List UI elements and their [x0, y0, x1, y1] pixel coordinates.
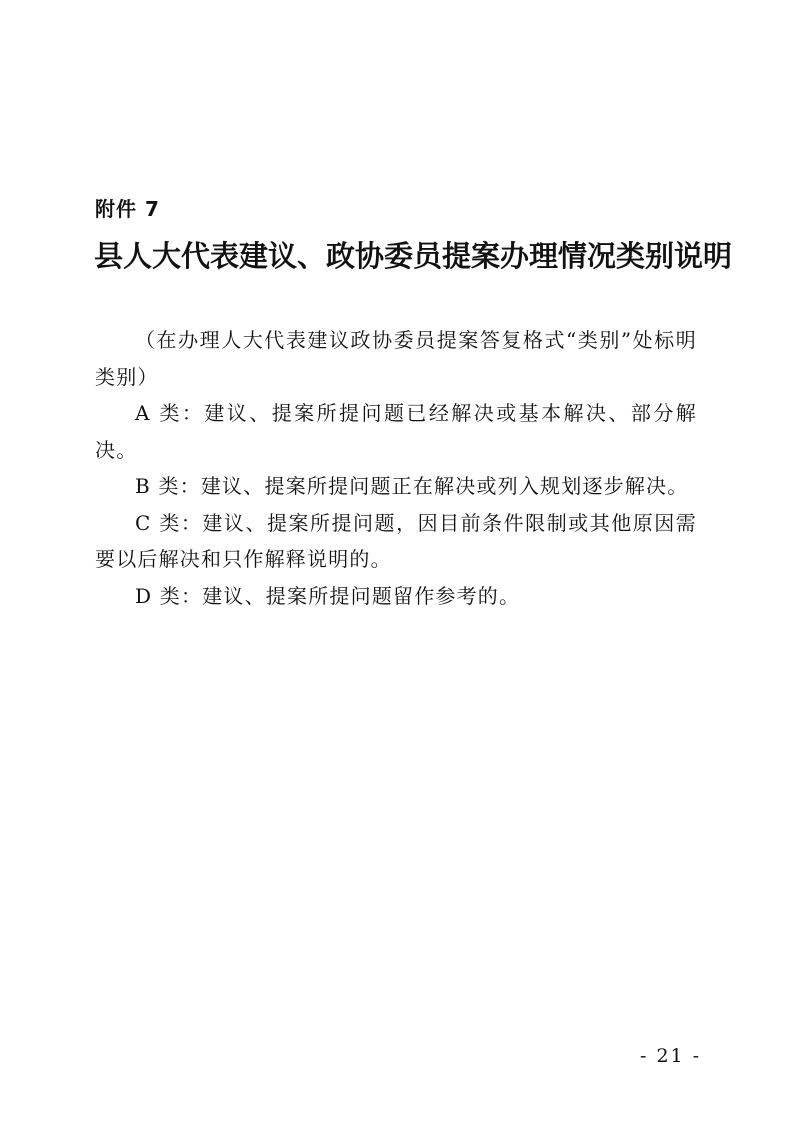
category-note-paragraph: （在办理人大代表建议政协委员提案答复格式“类别”处标明类别）: [95, 328, 697, 389]
attachment-label: 附件 7: [95, 197, 160, 221]
category-b-paragraph: B 类：建议、提案所提问题正在解决或列入规划逐步解决。: [135, 474, 689, 498]
document-title: 县人大代表建议、政协委员提案办理情况类别说明: [94, 239, 733, 273]
document-body: [95, 322, 697, 614]
category-d-paragraph: D 类：建议、提案所提问题留作参考的。: [135, 583, 521, 608]
category-c-paragraph: C 类：建议、提案所提问题，因目前条件限制或其他原因需要以后解决和只作解释说明的。: [95, 510, 697, 571]
page-number: - 21 -: [640, 1045, 702, 1067]
category-a-paragraph: A 类：建议、提案所提问题已经解决或基本解决、部分解决。: [95, 401, 697, 462]
